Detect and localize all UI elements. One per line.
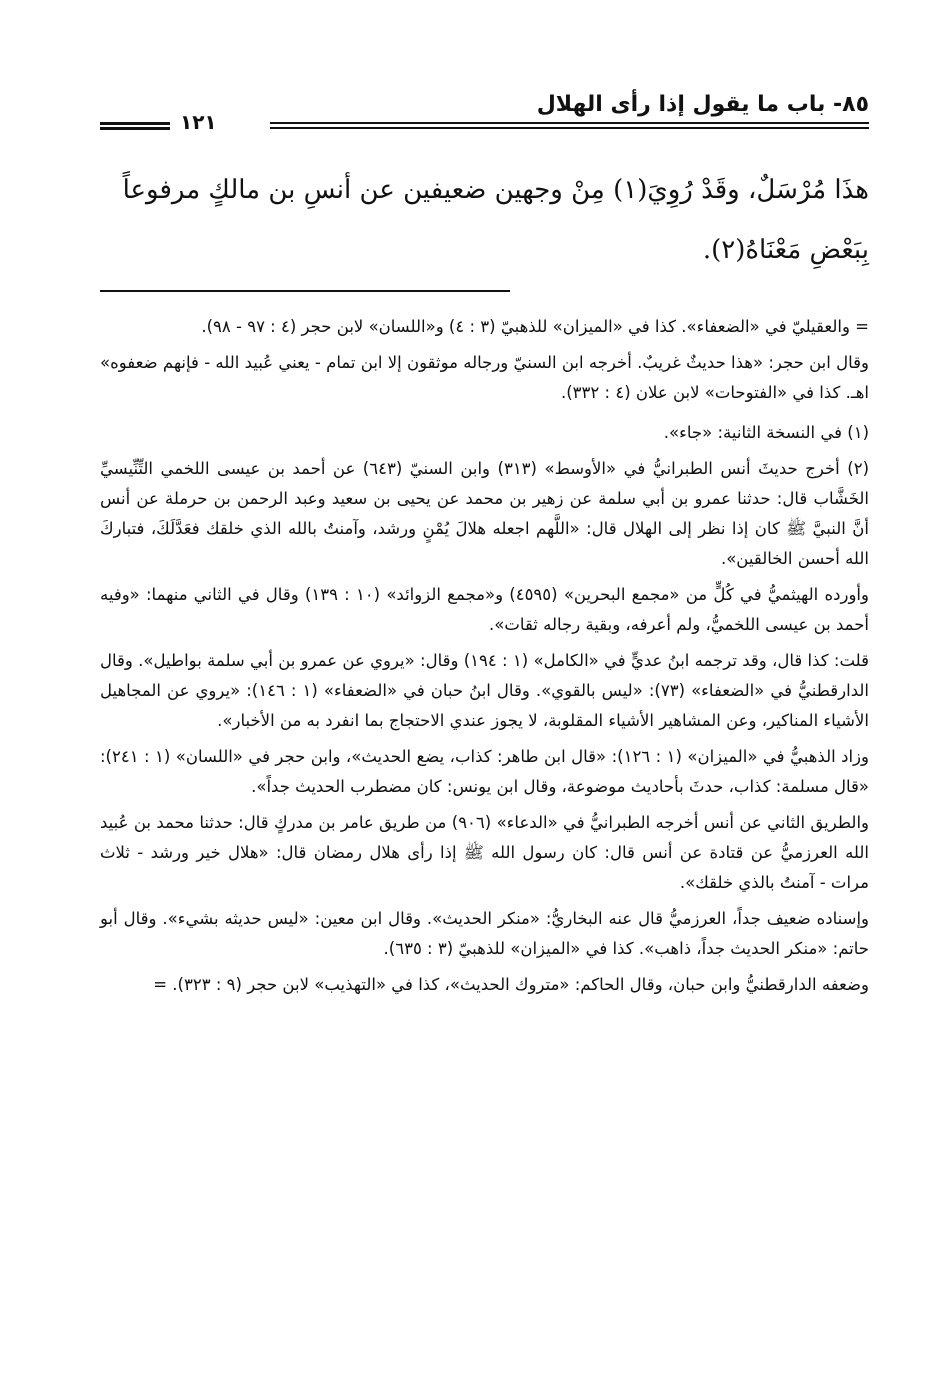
header-rule-left — [100, 122, 170, 125]
footnote-2-paragraph-2: وأورده الهيثميُّ في كُلٍّ من «مجمع البحرين» (٤٥٩٥) و«مجمع الزوائد» (١٠ : ١٣٩) وقال في الثاني منهما: «وفيه أحمد بن عيسى اللخميُّ، ولم أعرفه، وبقية رجاله ثقات». — [100, 585, 869, 634]
main-text-line-1: هذَا مُرْسَلٌ، وقَدْ رُوِيَ(١) مِنْ وجهين ضعيفين عن أنسِ بن مالكٍ مرفوعاً — [122, 175, 869, 205]
footnotes — [100, 312, 869, 1006]
footnote-continued-2: وقال ابن حجر: «هذا حديثٌ غريبٌ. أخرجه ابن السنيّ ورجاله موثقون إلا ابن تمام - يعني عُبيد الله - فإنهم ضعفوه» اهـ. كذا في «الفتوحات» لابن علان (٤ : ٣٣٢). — [100, 353, 869, 402]
footnote-continued-1: = والعقيليّ في «الضعفاء». كذا في «الميزان» للذهبيّ (٣ : ٤) و«اللسان» لابن حجر (٤ : ٩٧ - ٩٨). — [201, 317, 869, 336]
footnote-2-paragraph-1: (٢) أخرج حديثَ أنس الطبرانيُّ في «الأوسط» (٣١٣) وابن السنيّ (٦٤٣) عن أحمد بن عيسى اللخمي التِّنِّيسيِّ الخَشَّاب قال: حدثنا عمرو بن أبي سلمة عن زهير بن محمد عن يحيى بن سعيد وعبد الرحمن بن حرملة عن أنس أنَّ النبيَّ ﷺ كان إذا نظر إلى الهلال قال: «اللَّهم اجعله هلالَ يُمْنٍ ورشد، وآمنتُ بالله الذي خلقك فعَدَّلَكَ، فتباركَ الله أحسن الخالقين». — [100, 459, 869, 568]
footnote-1: (١) في النسخة الثانية: «جاء». — [663, 423, 869, 442]
main-text — [100, 160, 869, 280]
page-header — [100, 92, 869, 142]
footnote-2-paragraph-6: وإسناده ضعيف جداً، العرزميُّ قال عنه البخاريُّ: «منكر الحديث». وقال ابن معين: «ليس حديثه بشيء». وقال أبو حاتم: «منكر الحديث جداً، ذاهب». كذا في «الميزان» للذهبيّ (٣ : ٦٣٥). — [100, 909, 869, 958]
footnote-2-paragraph-4: وزاد الذهبيُّ في «الميزان» (١ : ١٢٦): «قال ابن طاهر: كذاب، يضع الحديث»، وابن حجر في «اللسان» (١ : ٢٤١): «قال مسلمة: كذاب، حدثَ بأحاديث موضوعة، وقال ابن يونس: كان مضطرب الحديث جداً». — [100, 747, 869, 796]
footnote-separator — [100, 290, 510, 292]
footnote-2-paragraph-3: قلت: كذا قال، وقد ترجمه ابنُ عديٍّ في «الكامل» (١ : ١٩٤) وقال: «يروي عن عمرو بن أبي سلمة بواطيل». وقال الدارقطنيُّ في «الضعفاء» (٧٣): «ليس بالقوي». وقال ابنُ حبان في «الضعفاء» (١ : ١٤٦): «يروي عن المجاهيل الأشياء المناكير، وعن المشاهير الأشياء المقلوبة، لا يجوز عندي الاحتجاج بما انفرد به من الأخبار». — [100, 651, 869, 730]
chapter-title: ٨٥- باب ما يقول إذا رأى الهلال — [536, 92, 869, 117]
main-text-line-2: بِبَعْضِ مَعْنَاهُ(٢). — [702, 235, 869, 265]
footnote-2-paragraph-5: والطريق الثاني عن أنس أخرجه الطبرانيُّ في «الدعاء» (٩٠٦) من طريق عامر بن مدركٍ قال: حدثنا محمد بن عُبيد الله العرزميُّ عن قتادة عن أنس قال: كان رسول الله ﷺ إذا رأى هلال رمضان قال: «هلال خير ورشد - ثلاث مرات - آمنتُ بالذي خلقك». — [100, 813, 869, 892]
header-rule-right — [270, 122, 869, 124]
page-number: ١٢١ — [180, 110, 217, 134]
footnote-2-paragraph-7: وضعفه الدارقطنيُّ وابن حبان، وقال الحاكم: «متروك الحديث»، كذا في «التهذيب» لابن حجر (٩ : ٣٢٣). = — [153, 975, 869, 994]
